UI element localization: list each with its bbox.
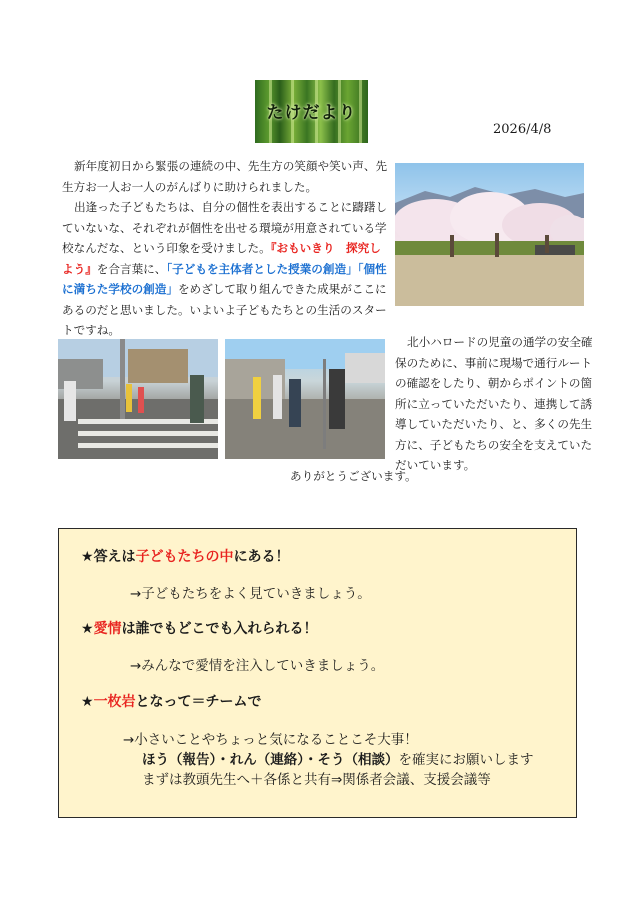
- point-1-heading: [81, 546, 290, 566]
- issue-date: 2026/4/8: [493, 122, 552, 137]
- point-1-sub: →子どもたちをよく見ていきましょう。: [130, 586, 371, 602]
- point-2-sub: →みんなで愛情を注入していきましょう。: [130, 658, 385, 674]
- point-3-sub-2-rest: を確実にお願いします: [398, 752, 534, 768]
- intro-paragraph-2: [62, 197, 392, 341]
- school-goals-text: 「子どもを主体者とした授業の創造」「個性に満ちた学校の創造」: [62, 261, 387, 296]
- intro-text-2c: をめざして取り組んできた成果がここにあるのだと思いました。いよいよ子どもたちとの生活のスタートですね。: [62, 282, 387, 337]
- point-3-post: となって＝チームで: [135, 694, 262, 710]
- point-1-pre: 答えは: [93, 549, 136, 565]
- intro-text-2b: を合言葉に、: [96, 261, 167, 276]
- safety-paragraph: [395, 332, 600, 476]
- point-3-sub-3: まずは教頭先生へ＋各係と共有⇒関係者会議、支援会議等: [142, 772, 491, 788]
- newsletter-title: たけだより: [266, 103, 357, 123]
- point-1-highlight: 子どもたちの中: [135, 549, 234, 565]
- star-icon: ★: [81, 694, 94, 710]
- point-2-heading: [81, 618, 318, 638]
- point-2-post: は誰でもどこでも入れられる！: [121, 621, 318, 637]
- star-icon: ★: [81, 621, 94, 637]
- intro-text-2a: 出逢った子どもたちは、自分の個性を表出することに躊躇していないな、それぞれが個性を出せる環境が用意されている学校なんだな、という印象を受けました。: [62, 200, 388, 255]
- crosswalk-guidance-photo-2: [225, 339, 385, 459]
- point-3-highlight: 一枚岩: [93, 694, 136, 710]
- horenso-text: ほう（報告）・れん（連絡）・そう（相談）: [142, 752, 399, 768]
- bamboo-logo-banner: [255, 80, 368, 143]
- star-icon: ★: [81, 549, 94, 565]
- safety-text: 北小ハロードの児童の通学の安全確保のために、事前に現場で通行ルートの確認をしたり、朝からポイントの箇所に立っていただいたり、連携して誘導していただいたり、と、多くの先生方に、子どもたちの安全を支えていただいています。: [395, 335, 593, 472]
- thanks-text: ありがとうございます。: [290, 469, 417, 483]
- crosswalk-guidance-photo-1: [58, 339, 218, 459]
- intro-paragraph-1: [62, 156, 392, 197]
- cherry-blossom-photo: [395, 163, 584, 306]
- motto-text: 『おもいきり 探究しよう』: [62, 241, 381, 276]
- point-3-heading: [81, 691, 262, 711]
- key-points-box: [58, 528, 577, 818]
- cherry-blossom-illustration: [395, 163, 584, 306]
- point-1-post: にある！: [233, 549, 290, 565]
- intro-text-1: 新年度初日から緊張の連続の中、先生方の笑顔や笑い声、先生方お一人お一人のがんばりに助けられました。: [62, 159, 388, 194]
- point-2-highlight: 愛情: [93, 621, 122, 637]
- crosswalk-illustration-2: [225, 339, 385, 459]
- crosswalk-illustration-1: [58, 339, 218, 459]
- point-3-sub-1: →小さいことやちょっと気になることこそ大事！: [123, 732, 418, 748]
- point-3-sub-2: [142, 748, 534, 768]
